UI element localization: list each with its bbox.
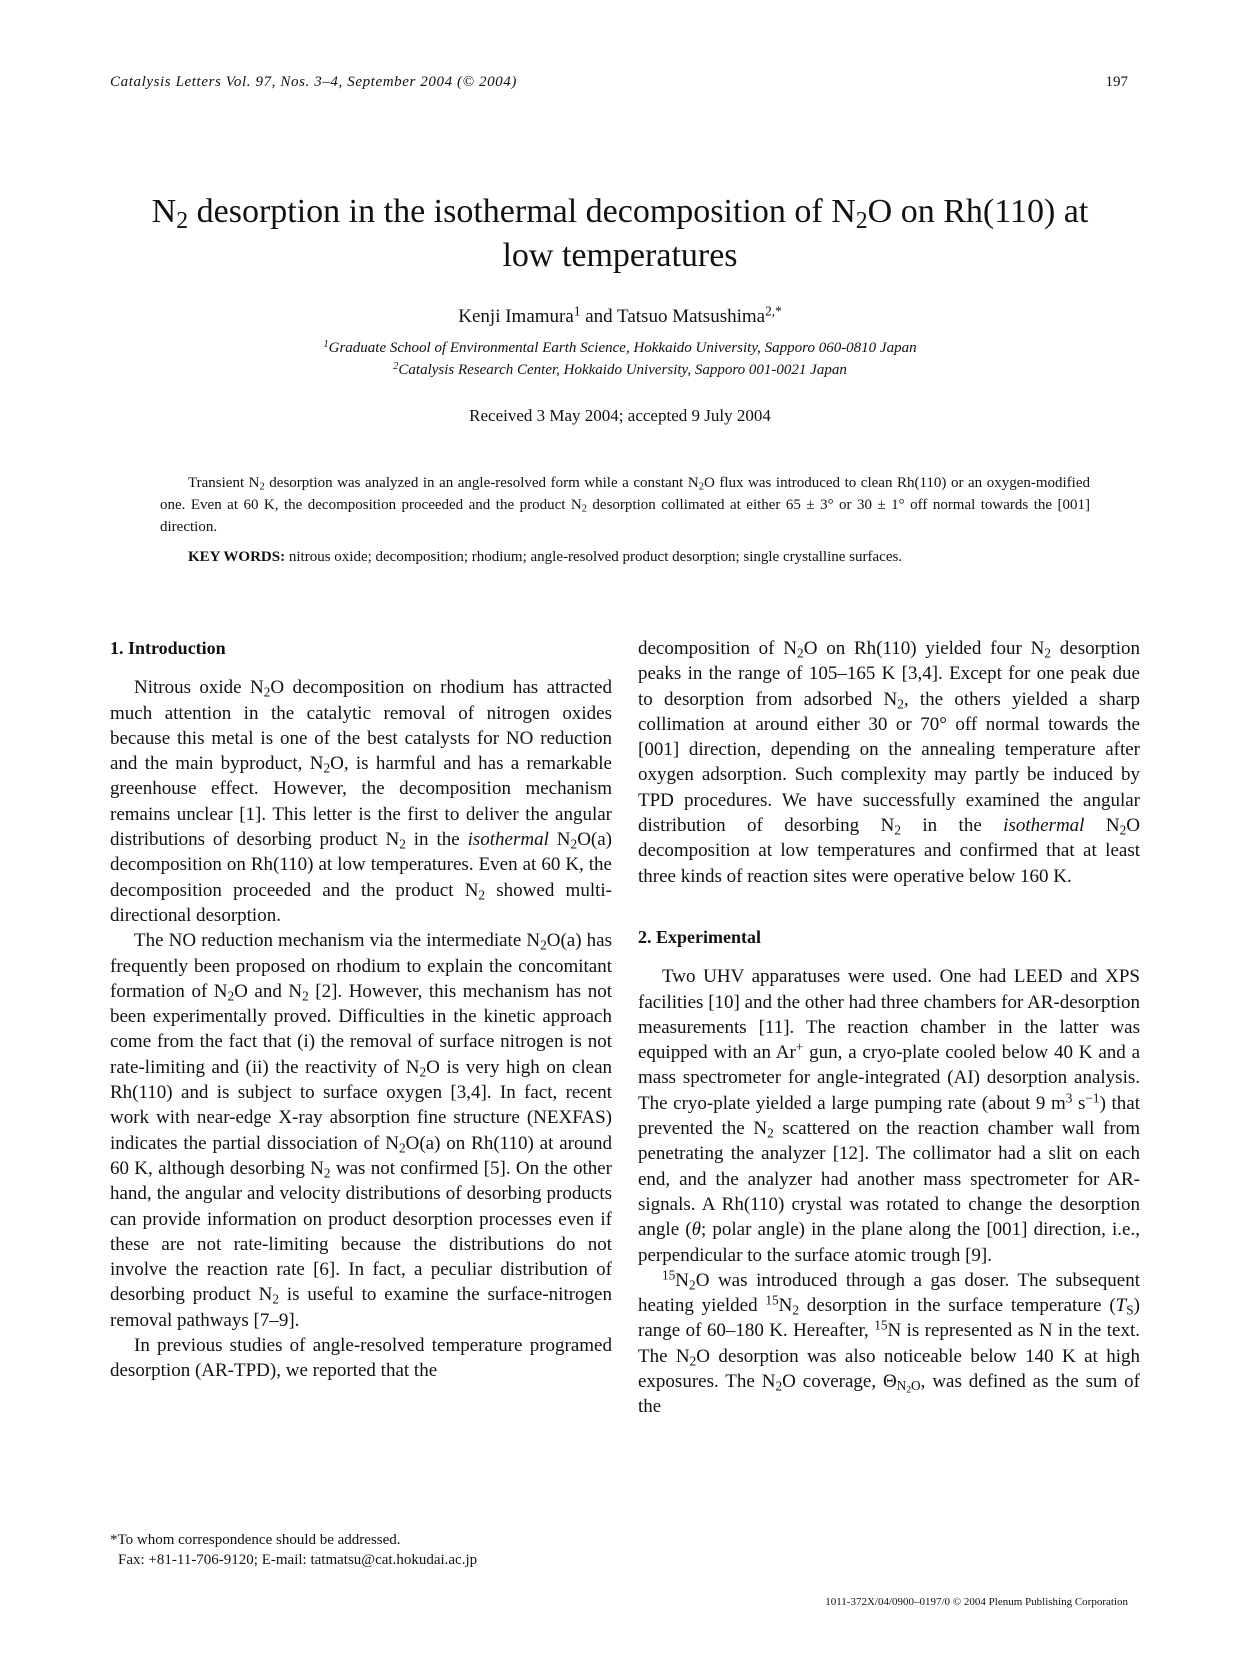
experimental-paragraph: $^{15}N_2O$ was introduced through a gas doser. The subsequent heating yielded $^{15}N_2$ desorption in the surface temperature $(T_S)$ range of 60–180 K. Hereafter, $^{15}$N is represented as N in the text. The $N_2O$ desorption was also noticeable below 140 K at high exposures. The $N_2O$ coverage, $\Theta_{N_2O}$, was defined as the sum of the [638, 1267, 1140, 1418]
affiliation-2: $^2$Catalysis Research Center, Hokkaido University, Sapporo 001-0021 Japan [393, 360, 847, 378]
publisher-footer: 1011-372X/04/0900–0197/0 © 2004 Plenum Publishing Corporation [825, 1596, 1128, 1608]
affiliation-1: $^1$Graduate School of Environmental Earth Science, Hokkaido University, Sapporo 060-0810 Japan [323, 338, 917, 356]
title-line-1: $N_2$ desorption in the isothermal decomposition of $N_2O$ on Rh(110) at [151, 193, 1089, 234]
keywords-label: KEY WORDS: [188, 549, 286, 565]
correspondence-footnote [110, 1530, 477, 1570]
author-line: Kenji Imamura$^1$ and Tatsuo Matsushima$^{2,*}$ [458, 303, 782, 327]
section-heading-introduction: 1. Introduction [110, 638, 226, 658]
keywords-text: nitrous oxide; decomposition; rhodium; angle-resolved product desorption; single crystalline surfaces. [288, 549, 903, 565]
left-column [110, 636, 612, 1384]
intro-paragraph: The NO reduction mechanism via the intermediate $N_2O(a)$ has frequently been proposed on rhodium to explain the concomitant formation of $N_2O$ and $N_2$ [2]. However, this mechanism has not been experimentally proved. Difficulties in the kinetic approach come from the fact that (i) the removal of surface nitrogen is not rate-limiting and (ii) the reactivity of $N_2O$ is very high on clean Rh(110) and is subject to surface oxygen [3,4]. In fact, recent work with near-edge X-ray absorption fine structure (NEXFAS) indicates the partial dissociation of $N_2O(a)$ on Rh(110) at around 60 K, although desorbing $N_2$ was not confirmed [5]. On the other hand, the angular and velocity distributions of desorbing products can provide information on product desorption processes even if these are not rate-limiting because the distributions do not involve the reaction rate [6]. In fact, a peculiar distribution of desorbing product $N_2$ is useful to examine the surface-nitrogen removal pathways [7–9]. [110, 930, 613, 1331]
intro-paragraph: In previous studies of angle-resolved temperature programed desorption (AR-TPD), we reported that the [110, 1335, 612, 1382]
intro-paragraph: Nitrous oxide $N_2O$ decomposition on rhodium has attracted much attention in the catalytic removal of nitrogen oxides because this metal is one of the best catalysts for NO reduction and the main byproduct, $N_2O$, is harmful and has a remarkable greenhouse effect. However, the decomposition mechanism remains unclear [1]. This letter is the first to deliver the angular distributions of desorbing product $N_2$ in the isothermal $N_2O(a)$ decomposition on Rh(110) at low temperatures. Even at 60 K, the decomposition proceeded and the product $N_2$ showed multi-directional desorption. [110, 677, 612, 926]
footnote-line-2: Fax: +81-11-706-9120; E-mail: tatmatsu@cat.hokudai.ac.jp [118, 1552, 478, 1568]
journal-header: Catalysis Letters Vol. 97, Nos. 3–4, September 2004 (© 2004) [110, 74, 517, 90]
paper-title [100, 190, 1140, 278]
right-column [638, 636, 1140, 1420]
title-line-2: low temperatures [502, 237, 738, 274]
keywords [160, 546, 1090, 568]
experimental-paragraph: Two UHV apparatuses were used. One had LEED and XPS facilities [10] and the other had three chambers for AR-desorption measurements [11]. The reaction chamber in the latter was equipped with an Ar+ gun, a cryo-plate cooled below 40 K and a mass spectrometer for angle-integrated (AI) desorption analysis. The cryo-plate yielded a large pumping rate (about 9 $m^3$ $s^{-1}$) that prevented the $N_2$ scattered on the reaction chamber wall from penetrating the analyzer [12]. The collimator had a slit on each end, and the analyzer had another mass spectrometer for AR-signals. A Rh(110) crystal was rotated to change the desorption angle (θ; polar angle) in the plane along the [001] direction, i.e., perpendicular to the surface atomic trough [9]. [638, 966, 1140, 1266]
abstract: Transient $N_2$ desorption was analyzed in an angle-resolved form while a constant $N_2O$ flux was introduced to clean Rh(110) or an oxygen-modified one. Even at 60 K, the decomposition proceeded and the product $N_2$ desorption collimated at either 65 ± 3° or 30 ± 1° off normal towards the [001] direction. [160, 475, 1091, 535]
page-number: 197 [1105, 74, 1128, 90]
received-date: Received 3 May 2004; accepted 9 July 2004 [469, 406, 771, 425]
intro-paragraph-continued: decomposition of $N_2O$ on Rh(110) yielded four $N_2$ desorption peaks in the range of 105–165 K [3,4]. Except for one peak due to desorption from adsorbed $N_2$, the others yielded a sharp collimation at around either 30 or 70° off normal towards the [001] direction, depending on the annealing temperature after oxygen adsorption. Such complexity may partly be induced by TPD procedures. We have successfully examined the angular distribution of desorbing $N_2$ in the isothermal $N_2O$ decomposition at low temperatures and confirmed that at least three kinds of reaction sites were operative below 160 K. [638, 638, 1141, 887]
section-heading-experimental: 2. Experimental [638, 926, 761, 947]
footnote-line-1: *To whom correspondence should be addressed. [110, 1532, 401, 1548]
